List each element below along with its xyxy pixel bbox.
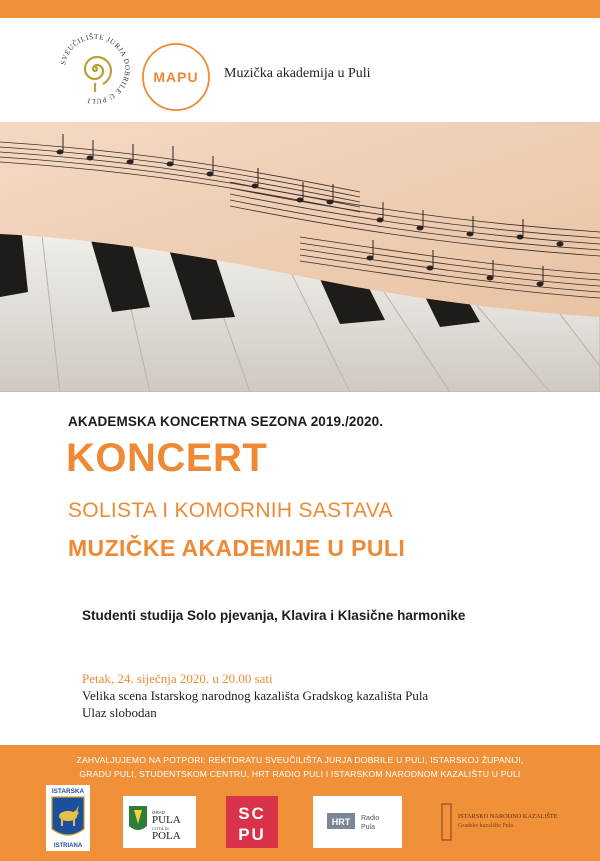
hero-image [0,122,600,392]
scpu-top-label: SC [238,804,266,823]
city-of-pula-logo [123,796,196,848]
sheet-music-piano-icon [0,122,600,392]
pula-citta-label: CITTÀ DI [152,826,169,831]
student-centre-pula-logo [226,796,278,848]
thanks-text [18,753,582,781]
event-venue: Velika scena Istarskog narodnog kazališta Gradskog kazališta Pula [82,688,429,703]
spiral-icon [85,57,111,92]
top-accent-bar [0,0,600,18]
concert-title: KONCERT [66,436,268,480]
istria-county-logo [46,785,90,851]
seal-text: SVEUČILIŠTE JURJA DOBRILE U PULI [59,32,132,106]
istria-bottom-label: ISTRIANA [53,843,83,849]
hrt-pula-label: Pula [361,824,376,831]
sponsors-footer [0,745,600,861]
performers-line: Studenti studija Solo pjevanja, Klavira i Klasične harmonike [82,608,466,623]
pula-grad-label: GRAD [152,810,166,815]
inkp-title-label: ISTARSKO NARODNO KAZALIŠTE [458,813,558,820]
mapu-abbr: MAPU [153,69,199,85]
hrt-radio-pula-logo [313,796,402,848]
scpu-bottom-label: PU [238,825,266,844]
pula-name-label: PULA [152,814,181,826]
svg-text:SVEUČILIŠTE JURJA DOBRILE U PU [59,32,131,105]
subtitle-soloists: SOLISTA I KOMORNIH SASTAVA [68,499,393,522]
istrian-national-theatre-logo [438,796,563,848]
theatre-mark-icon [442,804,451,840]
inkp-sub-label: Gradsko kazalište Pula [458,823,513,829]
hrt-radio-label: Radio [361,815,380,822]
hrt-mark-label: HRT [331,817,351,827]
mapu-name: Muzička akademija u Puli [224,66,371,81]
thanks-line-1: ZAHVALJUJEMO NA POTPORI: REKTORATU SVEUČILIŠTA JURJA DOBRILE U PULI, ISTARSKOJ ŽUPANIJI, [76,755,524,765]
event-info [82,670,428,721]
istria-top-label: ISTARSKA [51,788,85,795]
subtitle-academy: MUZIČKE AKADEMIJE U PULI [68,535,406,561]
thanks-line-2: GRADU PULI, STUDENTSKOM CENTRU, HRT RADIO PULI I ISTARSKOM NARODNOM KAZALIŠTU U PULI [79,769,521,779]
mapu-logo [141,42,211,112]
season-heading: AKADEMSKA KONCERTNA SEZONA 2019./2020. [68,414,384,429]
event-admission: Ulaz slobodan [82,705,157,720]
pola-name-label: POLA [152,830,181,842]
university-seal-logo [58,32,132,106]
event-date: Petak, 24. siječnja 2020. u 20.00 sati [82,671,273,686]
